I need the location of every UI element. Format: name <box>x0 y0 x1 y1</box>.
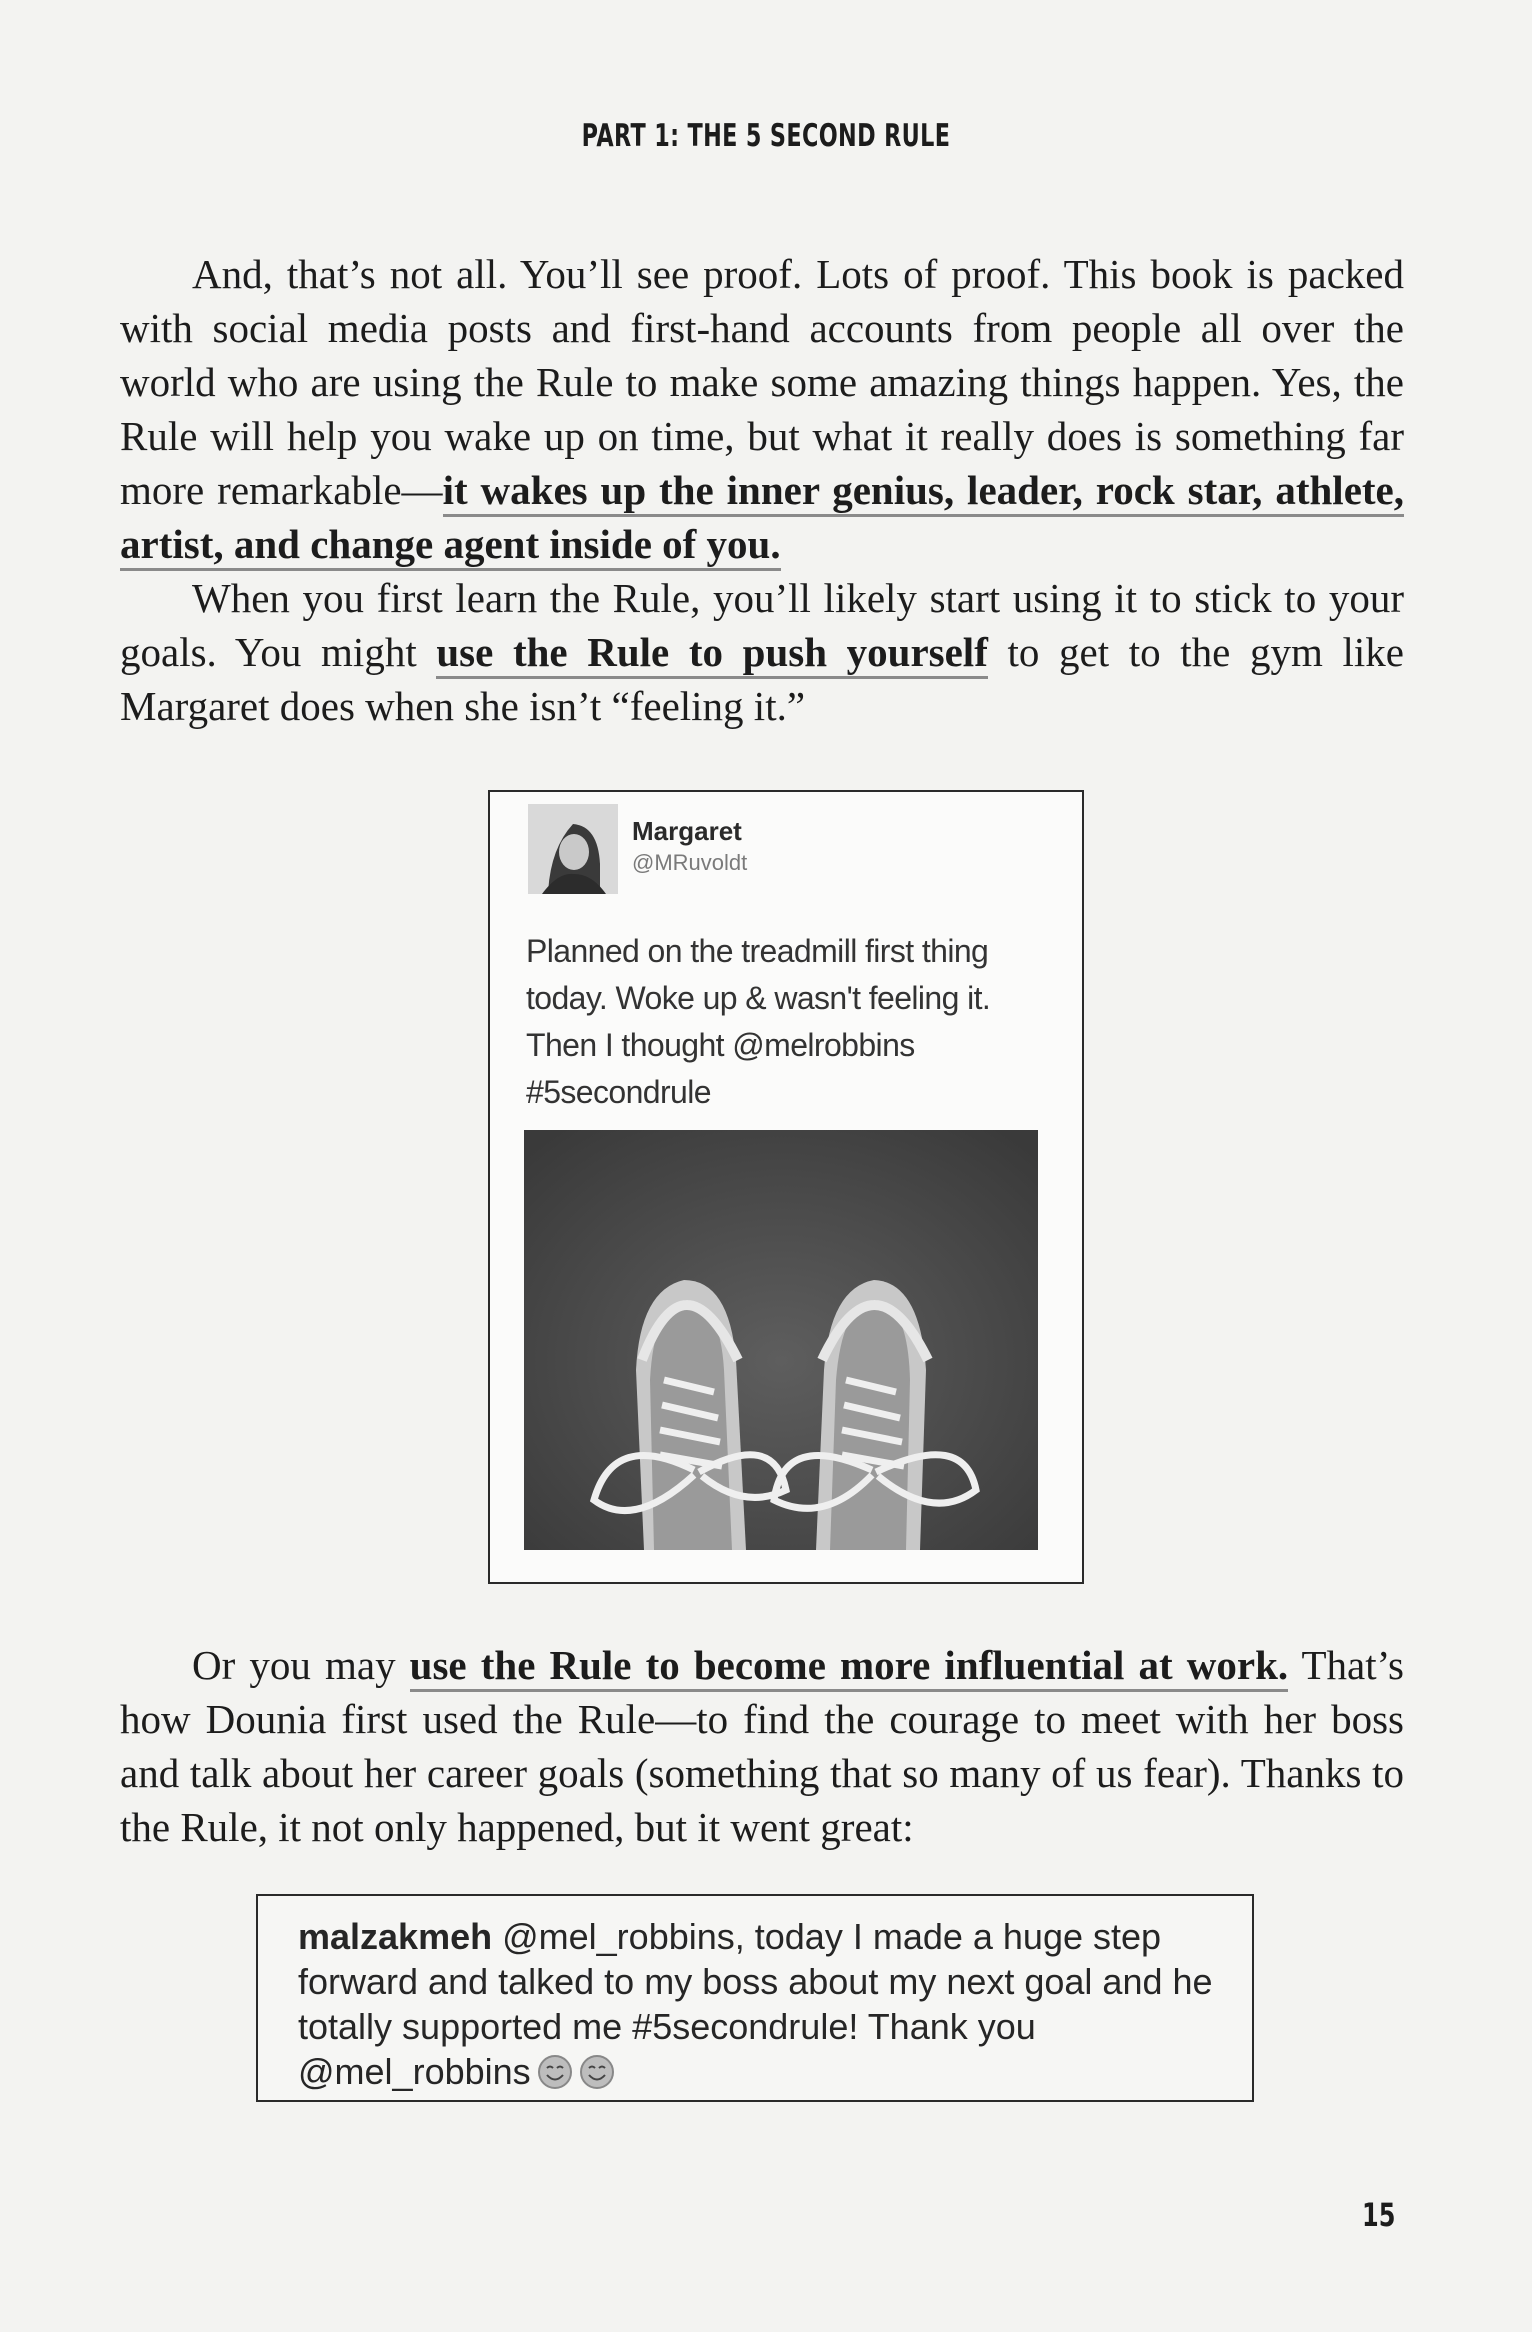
comment-body: @mel_robbins, today I made a huge step forward and talked to my boss about my next goal and he totally supported me #5secondrule! Thank you @mel_robbins <box>298 1916 1213 2092</box>
paragraph-work <box>120 1638 1404 1854</box>
smiling-emoji-icon <box>579 2054 615 2090</box>
tweet-line: Then I thought @melrobbins <box>526 1027 915 1063</box>
paragraph-work-text-start: Or you may <box>192 1642 410 1688</box>
paragraph-goals-text-start: When you first learn the Rule, you’ll likely start using it to stick to your goals. You might <box>120 575 1404 675</box>
paragraph-proof <box>120 247 1404 571</box>
tweet-author-name: Margaret <box>632 816 742 846</box>
instagram-comment-box <box>256 1894 1254 2102</box>
running-header: PART 1: THE 5 SECOND RULE <box>581 118 951 154</box>
tweet-line: #5secondrule <box>526 1074 711 1110</box>
text-block-upper <box>120 247 1404 733</box>
paragraph-proof-text: And, that’s not all. You’ll see proof. Lots of proof. This book is packed with social media posts and first-hand accounts from people all over the world who are using the Rule to make some amazing things happen. Yes, the Rule will help you wake up on time, but what it really does is something far more remarkable— <box>120 251 1404 513</box>
paragraph-goals-text-end: to get to the gym like Margaret does when she isn’t “feeling it.” <box>120 629 1404 729</box>
avatar <box>528 804 618 894</box>
page-number: 15 <box>1362 2196 1396 2234</box>
smiling-emoji-icon <box>537 2054 573 2090</box>
comment-text <box>298 1914 1228 2094</box>
text-block-lower <box>120 1638 1404 1854</box>
highlighted-phrase-influential: use the Rule to become more influential at work. <box>410 1642 1288 1692</box>
highlighted-phrase-inner-genius: it wakes up the inner genius, leader, rock star, athlete, artist, and change agent inside of you. <box>120 467 1404 571</box>
tweet-line: today. Woke up & wasn't feeling it. <box>526 980 991 1016</box>
comment-username: malzakmeh <box>298 1916 493 1957</box>
avatar-portrait-icon <box>528 804 618 894</box>
tweet-text <box>526 928 1066 1116</box>
tweet-author-handle: @MRuvoldt <box>632 850 748 875</box>
paragraph-work-text-end: That’s how Dounia first used the Rule—to find the courage to meet with her boss and talk about her career goals (something that so many of us fear). Thanks to the Rule, it not only happened, but it went great: <box>120 1642 1404 1850</box>
tweet-line: Planned on the treadmill first thing <box>526 933 989 969</box>
tweet-card <box>488 790 1084 1584</box>
sneakers-photo <box>524 1130 1038 1550</box>
sneakers-icon <box>524 1130 1038 1550</box>
paragraph-goals <box>120 571 1404 733</box>
highlighted-phrase-push-yourself: use the Rule to push yourself <box>436 629 988 679</box>
